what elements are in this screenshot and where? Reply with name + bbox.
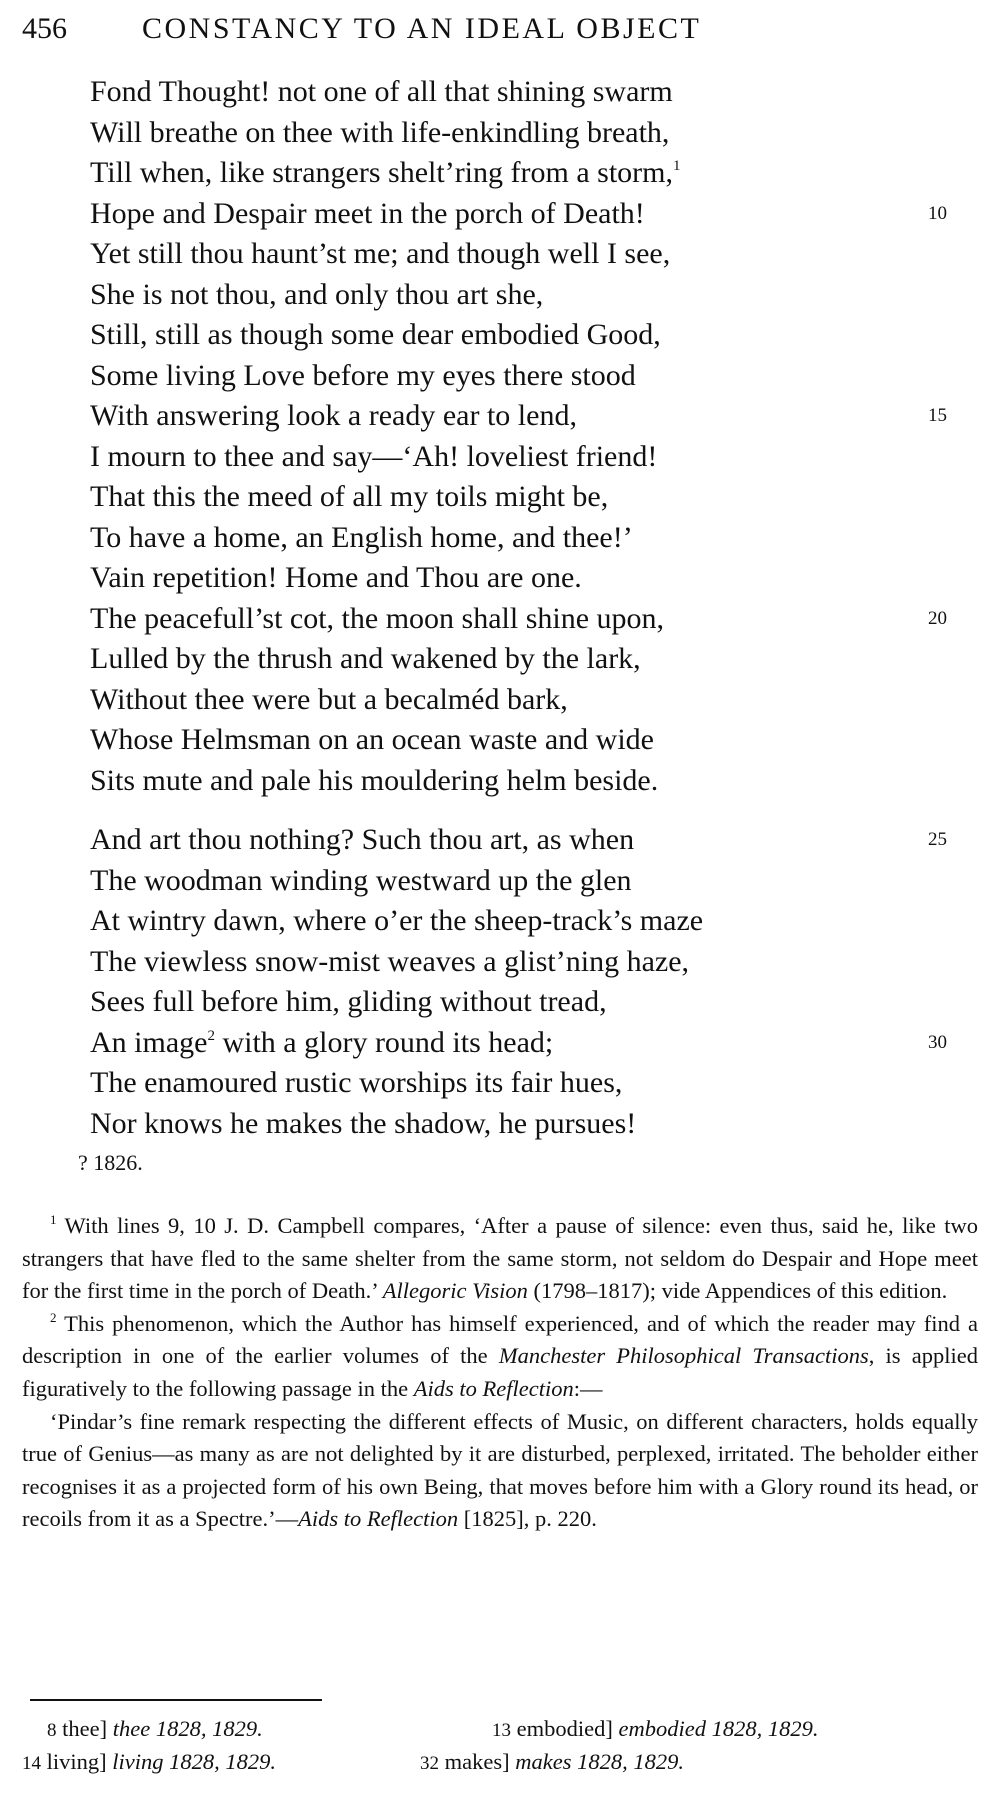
footnote-2: $^2$ This phenomenon, which the Author has himself experienced, and of which the reader may find a description in one of the earlier volumes of the Manchester Philosophical Transactions, is applied figuratively to the following passage in the Aids to Reflection:— (22, 1309, 978, 1401)
page-number: 456 (22, 12, 67, 45)
line-text: Will breathe on thee with life-enkindling breath, (90, 115, 670, 149)
variant-item: 13 embodied] embodied 1828, 1829. (492, 1716, 819, 1741)
line-text: Sits mute and pale his mouldering helm beside. (90, 763, 659, 797)
line-number: 10 (928, 202, 947, 224)
poem-line (90, 437, 970, 478)
line-text: Still, still as though some dear embodied Good, (90, 318, 661, 351)
poem-line (90, 1104, 970, 1145)
line-text: Sees full before him, gliding without tread, (90, 985, 607, 1018)
poem-line (90, 820, 970, 861)
poem-line (90, 558, 970, 599)
poem-line (90, 639, 970, 680)
variants-divider (30, 1699, 322, 1701)
line-text: Without thee were but a becalméd bark, (90, 682, 568, 716)
poem-line (90, 901, 970, 942)
stanza-2 (90, 820, 970, 1144)
line-text: At wintry dawn, where o’er the sheep-track’s maze (90, 904, 704, 937)
line-text: That this the meed of all my toils might be, (90, 480, 609, 513)
variant-item: 8 thee] thee 1828, 1829. (47, 1716, 263, 1741)
line-number: 25 (928, 829, 947, 850)
line-text: Some living Love before my eyes there stood (90, 358, 636, 392)
line-text: Lulled by the thrush and wakened by the lark, (90, 642, 641, 675)
poem-line (90, 113, 970, 154)
poem-line (90, 477, 970, 518)
poem-line (90, 72, 970, 113)
poem-line (90, 1023, 970, 1064)
poem-line (90, 982, 970, 1023)
line-text: The enamoured rustic worships its fair hues, (90, 1066, 623, 1099)
poem-date: ? 1826. (78, 1150, 143, 1175)
footnote-1: $^1$ With lines 9, 10 J. D. Campbell compares, ‘After a pause of silence: even thus, said he, like two strangers that have fled to the same shelter from the same storm, not seldom do Despair and Hope meet for the first time in the porch of Death.’ Allegoric Vision (1798–1817); vide Appendices of this edition. (22, 1212, 979, 1304)
footnotes (22, 1210, 978, 1536)
poem-line (90, 942, 970, 983)
poem-line (90, 518, 970, 559)
stanza-1 (90, 72, 970, 801)
line-number: 20 (928, 607, 947, 629)
line-text: Vain repetition! Home and Thou are one. (90, 561, 582, 594)
line-text-cont: with a glory round its head; (214, 1025, 554, 1059)
line-text: The woodman winding westward up the glen (90, 863, 632, 897)
poem-line (90, 234, 970, 275)
footnote-2-quote: ‘Pindar’s fine remark respecting the different effects of Music, on different characters, holds equally true of Genius—as many as are not delighted by it are disturbed, perplexed, irritated. The beholder either recognises it as a projected form of his own Being, that moves before him with a Glory round its head, or recoils from it as a Spectre.’—Aids to Reflection [1825], p. 220. (22, 1408, 978, 1532)
footnote-marker: 2 (50, 1309, 57, 1325)
line-text: With answering look a ready ear to lend, (90, 399, 577, 432)
line-text: Yet still thou haunt’st me; and though well I see, (90, 237, 671, 270)
line-text: I mourn to thee and say—‘Ah! loveliest friend! (90, 439, 658, 473)
line-text: An image (90, 1025, 208, 1059)
line-number: 15 (928, 405, 947, 426)
variant-item: 32 makes] makes 1828, 1829. (420, 1749, 684, 1774)
poem-line (90, 315, 970, 356)
line-text: Whose Helmsman on an ocean waste and wide (90, 723, 654, 756)
line-text: To have a home, an English home, and thee!’ (90, 520, 633, 554)
line-text: The peacefull’st cot, the moon shall shine upon, (90, 601, 665, 635)
poem-line (90, 153, 970, 194)
poem-line (90, 761, 970, 802)
poem-line (90, 861, 970, 902)
poem-line (90, 396, 970, 437)
line-text: Nor knows he makes the shadow, he pursues! (90, 1106, 637, 1140)
variant-item: 14 living] living 1828, 1829. (22, 1749, 276, 1774)
poem-line (90, 720, 970, 761)
line-text: Till when, like strangers shelt’ring from a storm, (90, 156, 673, 189)
poem-line (90, 680, 970, 721)
line-text: She is not thou, and only thou art she, (90, 277, 544, 311)
page-header (22, 12, 922, 52)
poem-line (90, 275, 970, 316)
line-text: The viewless snow-mist weaves a glist’ning haze, (90, 944, 690, 978)
footnote-marker: 1 (50, 1212, 57, 1227)
poem (78, 72, 970, 1180)
footnote-ref: 2 (207, 1027, 215, 1044)
footnote-ref: 1 (672, 158, 681, 174)
poem-line (90, 1063, 970, 1104)
line-text: Hope and Despair meet in the porch of Death! (90, 196, 645, 230)
line-text: And art thou nothing? Such thou art, as when (90, 823, 635, 856)
line-text: Fond Thought! not one of all that shining swarm (90, 75, 673, 108)
poem-line (90, 599, 970, 640)
line-number: 30 (928, 1031, 947, 1053)
running-title: CONSTANCY TO AN IDEAL OBJECT (142, 12, 702, 45)
poem-line (90, 194, 970, 235)
poem-line (90, 356, 970, 397)
